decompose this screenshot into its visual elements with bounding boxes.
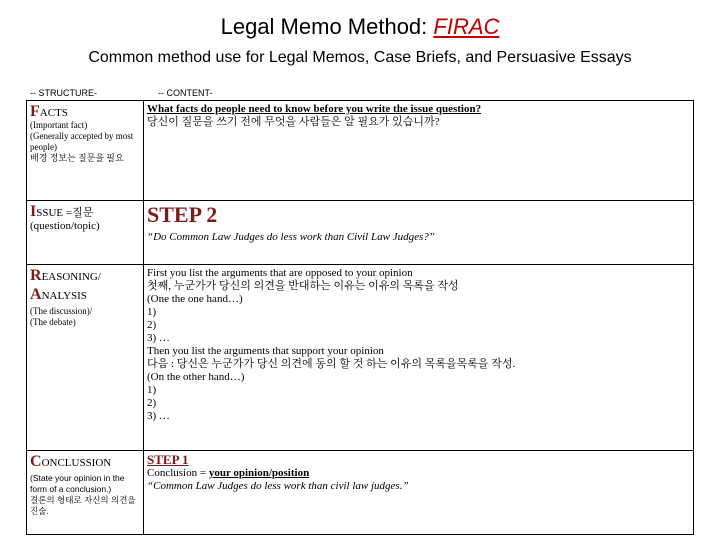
reasoning-line: (On the other hand…) <box>147 371 245 383</box>
page-title <box>0 14 720 40</box>
conclusion-definition: Conclusion = your opinion/position <box>147 467 310 479</box>
conclusion-statement: “Common Law Judges do less work than civil law judges.” <box>147 480 409 492</box>
analysis-label: ANALYSIS <box>30 286 87 303</box>
conclusion-note-ko: 결론의 형태로 자신의 의견을 진술. <box>30 495 136 516</box>
reasoning-line: First you list the arguments that are opposed to your opinion <box>147 267 413 279</box>
issue-structure-cell <box>27 201 144 265</box>
issue-label: ISSUE =질문 <box>30 203 94 220</box>
facts-row <box>27 101 694 201</box>
firac-table <box>26 100 694 535</box>
issue-note: (question/topic) <box>30 220 100 232</box>
reasoning-content-cell <box>144 265 694 451</box>
reasoning-line: 1) <box>147 384 157 396</box>
reasoning-row <box>27 265 694 451</box>
conclusion-row <box>27 451 694 535</box>
content-header: -- CONTENT- <box>158 88 213 98</box>
conclusion-structure-cell <box>27 451 144 535</box>
reasoning-line: 2) <box>147 397 157 409</box>
title-acronym: FIRAC <box>433 14 500 39</box>
reasoning-label: REASONING/ <box>30 267 101 284</box>
conclusion-note: (State your opinion in the form of a conclusion.) <box>30 473 125 494</box>
facts-note: (Generally accepted by most people) <box>30 131 134 152</box>
reasoning-line: 3) … <box>147 410 170 422</box>
opinion-position: your opinion/position <box>208 467 310 479</box>
facts-note-ko: 배경 정보는 질문을 필요 <box>30 153 124 163</box>
issue-content-cell <box>144 201 694 265</box>
reasoning-line: 첫째, 누군가가 당신의 의견을 반대하는 이유는 이유의 목록을 작성 <box>147 280 459 292</box>
reasoning-line: 1) <box>147 306 157 318</box>
reasoning-line: 다음 : 당신은 누군가가 당신 의견에 동의 할 것 하는 이유의 목록을목록을 작성. <box>147 358 516 370</box>
reasoning-line: 2) <box>147 319 157 331</box>
title-main: Legal Memo Method: <box>220 14 434 39</box>
reasoning-note: (The discussion)/ <box>30 306 93 316</box>
reasoning-line: (One the one hand…) <box>147 293 243 305</box>
facts-content-cell <box>144 101 694 201</box>
reasoning-line: 3) … <box>147 332 170 344</box>
conclusion-label: CONCLUSSION <box>30 453 112 470</box>
issue-row <box>27 201 694 265</box>
facts-question: What facts do people need to know before you write the issue question? <box>147 103 482 115</box>
facts-question-ko: 당신이 질문을 쓰기 전에 무엇을 사람들은 알 필요가 있습니까? <box>147 116 440 128</box>
conclusion-content-cell <box>144 451 694 535</box>
reasoning-note: (The debate) <box>30 317 76 327</box>
structure-header: -- STRUCTURE- <box>30 88 97 98</box>
page-subtitle: Common method use for Legal Memos, Case Briefs, and Persuasive Essays <box>88 49 632 66</box>
facts-label: FACTS <box>30 103 68 120</box>
step-1-label: STEP 1 <box>147 452 189 467</box>
facts-structure-cell <box>27 101 144 201</box>
reasoning-line: Then you list the arguments that support your opinion <box>147 345 384 357</box>
step-2-label: STEP 2 <box>147 202 218 227</box>
issue-question: “Do Common Law Judges do less work than Civil Law Judges?” <box>147 231 435 243</box>
reasoning-structure-cell <box>27 265 144 451</box>
facts-note: (Important fact) <box>30 120 88 130</box>
